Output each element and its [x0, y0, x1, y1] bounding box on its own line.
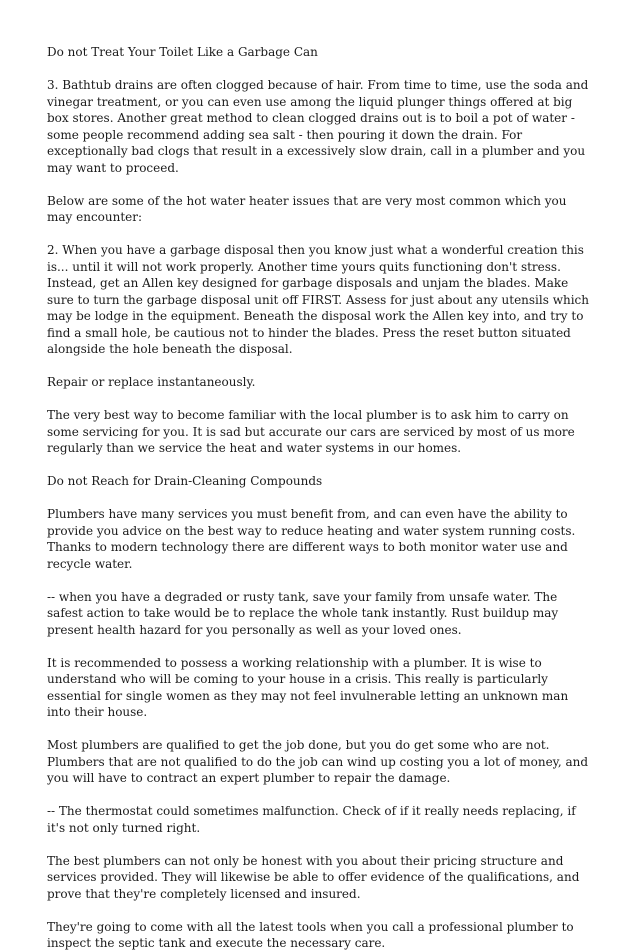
heading-toilet: Do not Treat Your Toilet Like a Garbage Can — [47, 45, 318, 59]
paragraph-garbage-disposal: 2. When you have a garbage disposal then you know just what a wonderful creation this is... until it will not work properly. Another time yours quits functioning don't stress. Instead, get an Allen key designed for garbage disposals and unjam the blades. Make sure to turn the garbage disposal unit off FIRST. Assess for just about any utensils which may be lodge in the equipment. Beneath the disposal work the Allen key into, and try to find a small hole, be cautious not to hinder the blades. Press the reset button situated alongside the hole beneath the disposal. — [47, 243, 589, 356]
paragraph-repair-replace: Repair or replace instantaneously. — [47, 375, 256, 389]
paragraph-latest-tools: They're going to come with all the latest tools when you call a professional plumber to inspect the septic tank and execute the necessary care. — [47, 919, 574, 950]
document-page — [47, 44, 595, 952]
heading-drain-cleaning: Do not Reach for Drain-Cleaning Compounds — [47, 474, 323, 488]
paragraph-thermostat: -- The thermostat could sometimes malfunction. Check of if it really needs replacing, if it's not only turned right. — [47, 804, 576, 835]
paragraph-bathtub-drains: 3. Bathtub drains are often clogged because of hair. From time to time, use the soda and vinegar treatment, or you can even use among the liquid plunger things offered at big box stores. Another great method to clean clogged drains out is to boil a pot of water - some people recommend adding sea salt - then pouring it down the drain. For exceptionally bad clogs that result in a excessively slow drain, call in a plumber and you may want to proceed. — [47, 78, 589, 175]
paragraph-local-plumber: The very best way to become familiar with the local plumber is to ask him to carry on some servicing for you. It is sad but accurate our cars are serviced by most of us more regularly than we service the heat and water systems in our homes. — [47, 408, 575, 455]
paragraph-rusty-tank: -- when you have a degraded or rusty tank, save your family from unsafe water. The safest action to take would be to replace the whole tank instantly. Rust buildup may present health hazard for you personally as well as your loved ones. — [47, 589, 559, 637]
paragraph-plumber-services: Plumbers have many services you must benefit from, and can even have the ability to provide you advice on the best way to reduce heating and water system running costs. Thanks to modern technology there are different ways to both monitor water use and recycle water. — [47, 507, 576, 571]
paragraph-qualified-plumbers: Most plumbers are qualified to get the job done, but you do get some who are not. Plumbers that are not qualified to do the job can wind up costing you a lot of money, and you will have to contract an expert plumber to repair the damage. — [47, 738, 589, 785]
paragraph-water-heater-intro: Below are some of the hot water heater issues that are very most common which you may encounter: — [47, 193, 567, 224]
paragraph-best-plumbers: The best plumbers can not only be honest with you about their pricing structure and services provided. They will likewise be able to offer evidence of the qualifications, and prove that they're completely licensed and insured. — [47, 853, 580, 901]
paragraph-working-relationship: It is recommended to possess a working relationship with a plumber. It is wise to understand who will be coming to your house in a crisis. This really is particularly essential for single women as they may not feel invulnerable letting an unknown man into their house. — [47, 655, 569, 719]
